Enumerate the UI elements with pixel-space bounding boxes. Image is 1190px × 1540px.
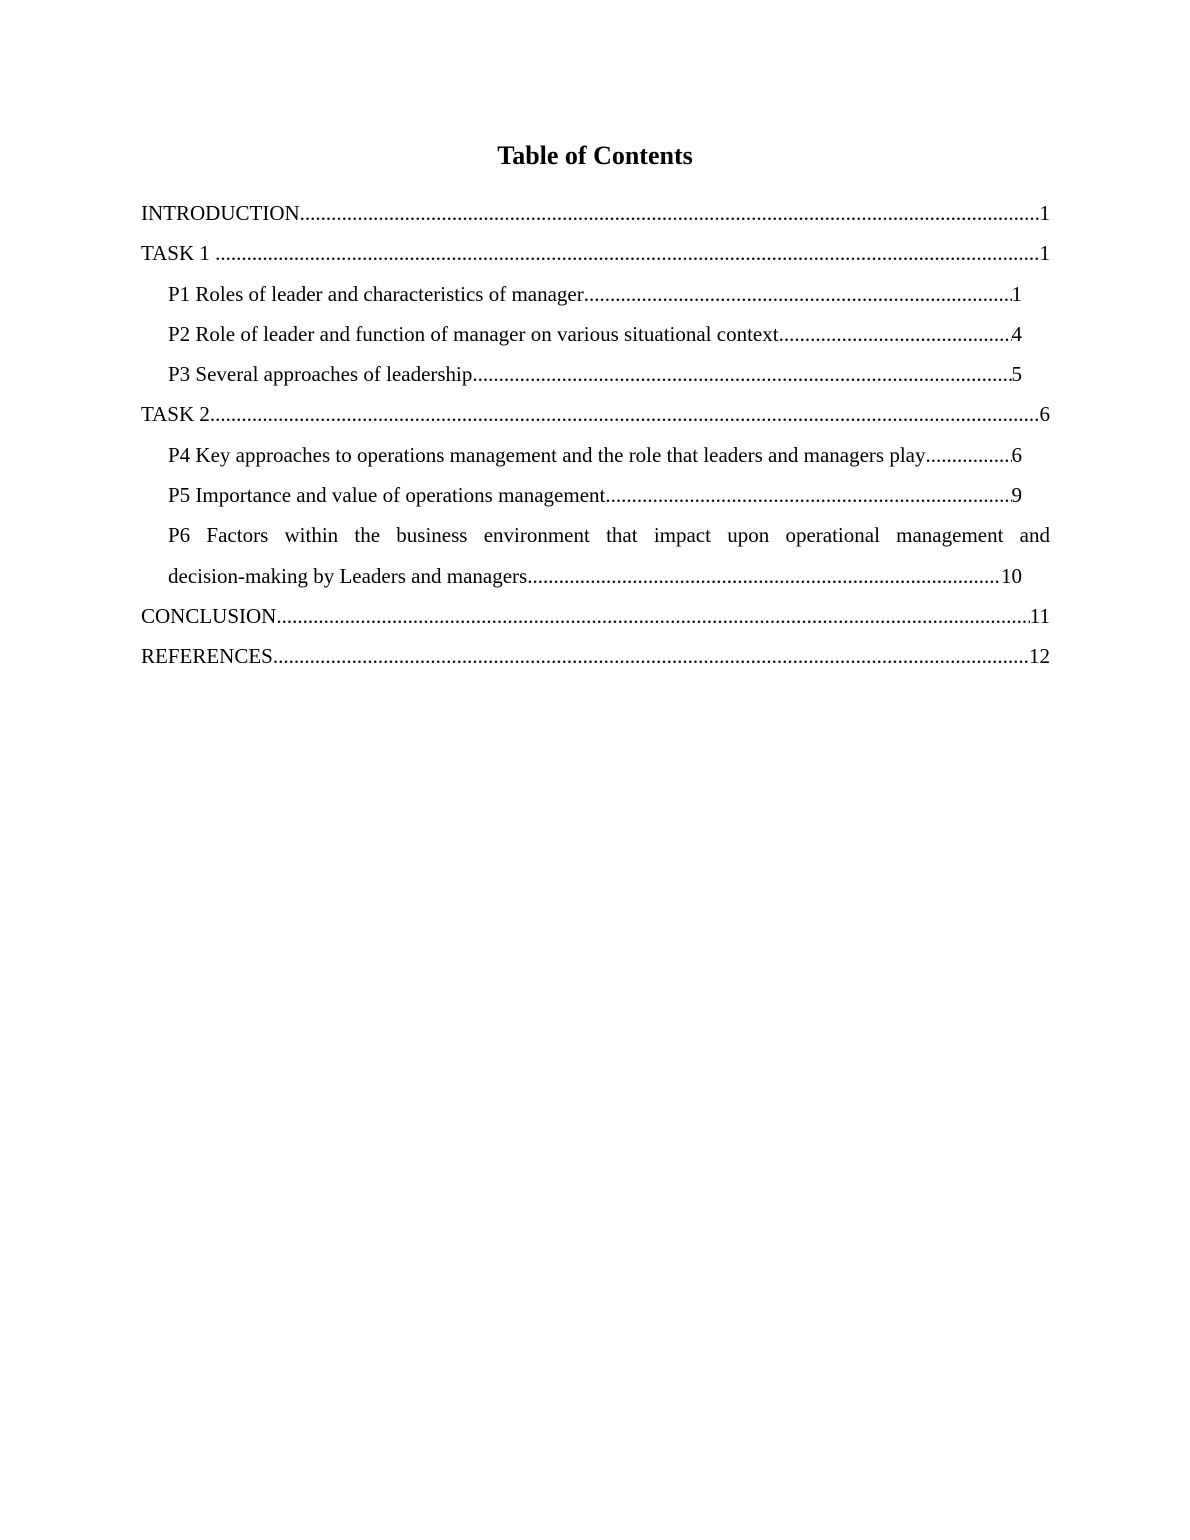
toc-entry-label-line2: decision-making by Leaders and managers bbox=[168, 563, 528, 588]
toc-entry-page: 5 bbox=[1011, 362, 1022, 387]
toc-entry-p5[interactable] bbox=[141, 475, 1050, 515]
dot-leader bbox=[527, 556, 1001, 596]
toc-entry-label: P3 Several approaches of leadership bbox=[168, 362, 473, 387]
toc-entry-page: 10 bbox=[1001, 563, 1022, 588]
dot-leader bbox=[215, 233, 1039, 273]
toc-entry-task-2[interactable] bbox=[141, 394, 1050, 434]
toc-entry-references[interactable] bbox=[141, 636, 1050, 676]
dot-leader bbox=[472, 354, 1011, 394]
toc-entry-page: 4 bbox=[1011, 321, 1022, 346]
toc-entry-p1[interactable] bbox=[141, 274, 1050, 314]
toc-entry-p4[interactable] bbox=[141, 435, 1050, 475]
toc-entry-page: 12 bbox=[1029, 644, 1050, 669]
dot-leader bbox=[210, 394, 1040, 434]
dot-leader bbox=[584, 274, 1012, 314]
dot-leader bbox=[273, 636, 1029, 676]
toc-entry-label: P1 Roles of leader and characteristics of manager bbox=[168, 281, 584, 306]
table-of-contents bbox=[141, 193, 1050, 677]
toc-entry-label: P2 Role of leader and function of manager on various situational context bbox=[168, 321, 779, 346]
toc-entry-page: 1 bbox=[1039, 241, 1050, 266]
toc-entry-page: 1 bbox=[1011, 281, 1022, 306]
toc-entry-label: CONCLUSION bbox=[141, 603, 277, 628]
dot-leader bbox=[925, 435, 1011, 475]
toc-entry-task-1[interactable] bbox=[141, 233, 1050, 273]
toc-entry-introduction[interactable] bbox=[141, 193, 1050, 233]
toc-entry-label-line1: P6 Factors within the business environment that impact upon operational management and bbox=[168, 523, 1050, 548]
toc-entry-page: 11 bbox=[1029, 603, 1050, 628]
toc-entry-label: TASK 2 bbox=[141, 402, 210, 427]
toc-entry-p3[interactable] bbox=[141, 354, 1050, 394]
toc-entry-label: INTRODUCTION bbox=[141, 201, 300, 225]
toc-entry-page: 6 bbox=[1039, 402, 1050, 427]
toc-entry-page: 9 bbox=[1011, 483, 1022, 508]
toc-entry-label: P4 Key approaches to operations management and the role that leaders and managers play bbox=[168, 442, 926, 467]
toc-entry-p6[interactable] bbox=[141, 515, 1050, 596]
dot-leader bbox=[300, 193, 1040, 233]
dot-leader bbox=[276, 596, 1029, 636]
toc-entry-page: 1 bbox=[1039, 201, 1050, 225]
dot-leader bbox=[779, 314, 1012, 354]
toc-entry-page: 6 bbox=[1011, 442, 1022, 467]
toc-entry-line2 bbox=[168, 556, 1050, 596]
toc-entry-label: REFERENCES bbox=[141, 644, 273, 669]
dot-leader bbox=[605, 475, 1011, 515]
toc-entry-p2[interactable] bbox=[141, 314, 1050, 354]
toc-entry-conclusion[interactable] bbox=[141, 596, 1050, 636]
toc-entry-label: TASK 1 bbox=[141, 241, 216, 266]
toc-entry-label: P5 Importance and value of operations management bbox=[168, 483, 606, 508]
toc-title: Table of Contents bbox=[497, 141, 693, 170]
